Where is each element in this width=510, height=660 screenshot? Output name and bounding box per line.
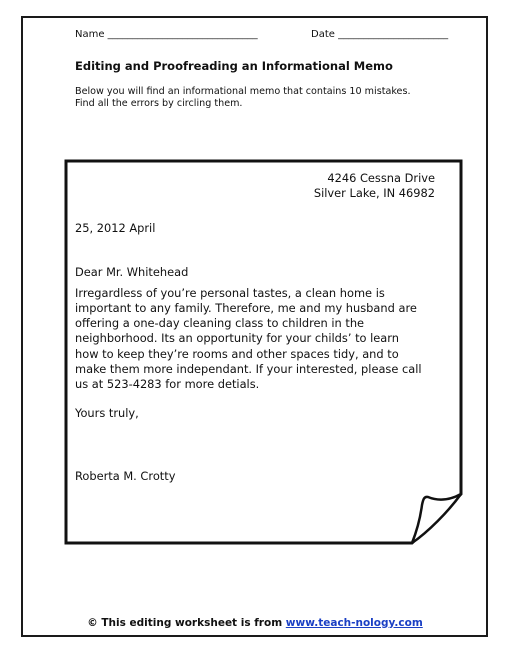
memo-date: 25, 2012 April <box>75 221 156 236</box>
memo-body-line: us at 523-4283 for more detials. <box>75 377 260 392</box>
memo-content <box>75 171 440 485</box>
instructions-line: Find all the errors by circling them. <box>75 98 243 109</box>
memo-body-line: neighborhood. Its an opportunity for your childs’ to learn <box>75 331 399 346</box>
worksheet-title: Editing and Proofreading an Informational Memo <box>75 59 393 73</box>
memo-body-line: make them more independant. If your interested, please call <box>75 361 422 376</box>
memo-salutation: Dear Mr. Whitehead <box>75 264 189 279</box>
sender-address <box>75 171 440 201</box>
memo-signature: Roberta M. Crotty <box>75 469 176 484</box>
footer-credit <box>0 617 510 629</box>
address-line: 4246 Cessna Drive <box>327 171 435 185</box>
footer-text: © This editing worksheet is from <box>87 617 286 629</box>
memo-body-line: Irregardless of you’re personal tastes, a clean home is <box>75 285 385 300</box>
footer-link[interactable]: www.teach-nology.com <box>285 617 423 629</box>
date-field: Date ______________________ <box>311 29 449 40</box>
instructions-line: Below you will find an informational memo that contains 10 mistakes. <box>75 86 411 97</box>
memo-body-line: how to keep they’re rooms and other spaces tidy, and to <box>75 346 399 361</box>
memo-body-line: offering a one-day cleaning class to children in the <box>75 316 365 331</box>
memo-body-line: important to any family. Therefore, me and my husband are <box>75 301 417 316</box>
memo-closing: Yours truly, <box>75 406 139 421</box>
memo-body <box>75 286 440 392</box>
name-field: Name ______________________________ <box>75 29 258 40</box>
address-line: Silver Lake, IN 46982 <box>313 186 435 201</box>
